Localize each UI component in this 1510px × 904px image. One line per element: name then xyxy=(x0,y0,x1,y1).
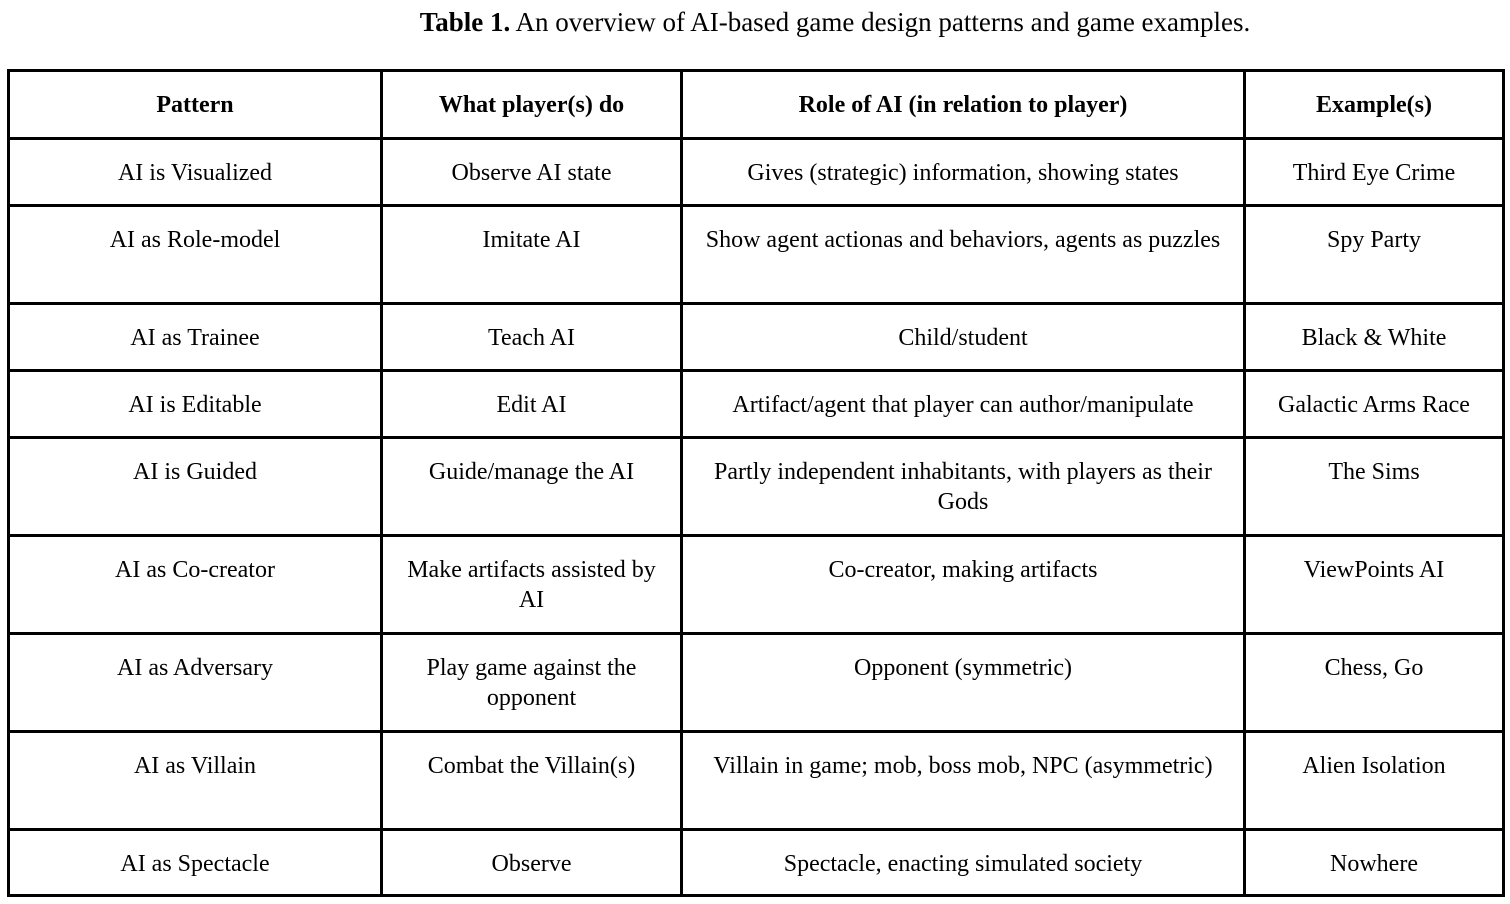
cell-role-of-ai: Opponent (symmetric) xyxy=(682,634,1245,732)
header-role-of-ai: Role of AI (in relation to player) xyxy=(682,71,1245,139)
cell-role-of-ai: Spectacle, enacting simulated society xyxy=(682,830,1245,896)
cell-pattern: AI as Trainee xyxy=(9,304,382,371)
cell-what-players-do: Guide/manage the AI xyxy=(382,438,682,536)
cell-role-of-ai: Gives (strategic) information, showing states xyxy=(682,139,1245,206)
cell-pattern: AI as Role-model xyxy=(9,206,382,304)
cell-pattern: AI is Editable xyxy=(9,371,382,438)
cell-examples: Nowhere xyxy=(1245,830,1504,896)
cell-role-of-ai: Co-creator, making artifacts xyxy=(682,536,1245,634)
table-caption xyxy=(0,4,1510,40)
cell-what-players-do: Make artifacts assisted by AI xyxy=(382,536,682,634)
cell-role-of-ai: Child/student xyxy=(682,304,1245,371)
header-examples: Example(s) xyxy=(1245,71,1504,139)
table-row xyxy=(9,139,1504,206)
cell-role-of-ai: Artifact/agent that player can author/manipulate xyxy=(682,371,1245,438)
cell-role-of-ai: Show agent actionas and behaviors, agents as puzzles xyxy=(682,206,1245,304)
cell-pattern: AI as Co-creator xyxy=(9,536,382,634)
cell-role-of-ai: Villain in game; mob, boss mob, NPC (asymmetric) xyxy=(682,732,1245,830)
table-row xyxy=(9,304,1504,371)
cell-pattern: AI is Guided xyxy=(9,438,382,536)
cell-examples: Black & White xyxy=(1245,304,1504,371)
cell-pattern: AI as Spectacle xyxy=(9,830,382,896)
cell-what-players-do: Edit AI xyxy=(382,371,682,438)
table-row xyxy=(9,438,1504,536)
cell-examples: Third Eye Crime xyxy=(1245,139,1504,206)
cell-examples: ViewPoints AI xyxy=(1245,536,1504,634)
table-row xyxy=(9,634,1504,732)
table-caption-label: Table 1. xyxy=(419,7,511,37)
header-what-players-do: What player(s) do xyxy=(382,71,682,139)
cell-what-players-do: Observe xyxy=(382,830,682,896)
header-pattern: Pattern xyxy=(9,71,382,139)
patterns-table xyxy=(7,69,1505,897)
cell-role-of-ai: Partly independent inhabitants, with players as their Gods xyxy=(682,438,1245,536)
cell-examples: The Sims xyxy=(1245,438,1504,536)
table-row xyxy=(9,830,1504,896)
table-row xyxy=(9,206,1504,304)
cell-pattern: AI is Visualized xyxy=(9,139,382,206)
cell-what-players-do: Observe AI state xyxy=(382,139,682,206)
cell-pattern: AI as Villain xyxy=(9,732,382,830)
table-row xyxy=(9,732,1504,830)
table-header-row xyxy=(9,71,1504,139)
table-row xyxy=(9,536,1504,634)
table-caption-text: An overview of AI-based game design patterns and game examples. xyxy=(510,7,1251,37)
cell-pattern: AI as Adversary xyxy=(9,634,382,732)
cell-what-players-do: Combat the Villain(s) xyxy=(382,732,682,830)
cell-examples: Alien Isolation xyxy=(1245,732,1504,830)
cell-what-players-do: Imitate AI xyxy=(382,206,682,304)
cell-examples: Chess, Go xyxy=(1245,634,1504,732)
cell-what-players-do: Play game against the opponent xyxy=(382,634,682,732)
cell-examples: Spy Party xyxy=(1245,206,1504,304)
cell-what-players-do: Teach AI xyxy=(382,304,682,371)
cell-examples: Galactic Arms Race xyxy=(1245,371,1504,438)
table-row xyxy=(9,371,1504,438)
